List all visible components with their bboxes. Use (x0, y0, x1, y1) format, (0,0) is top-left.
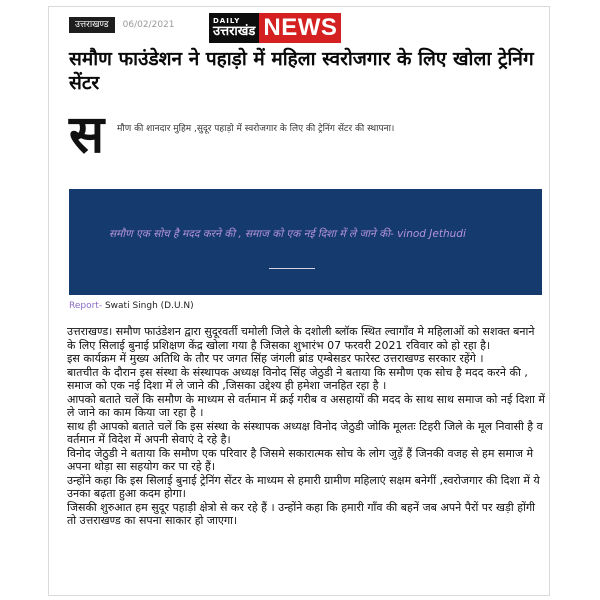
category-badge[interactable]: उत्तराखण्ड (69, 17, 115, 33)
report-label: Report- (69, 301, 103, 311)
body-paragraph: उत्तराखण्ड। समौण फाउंडेशन द्वारा सुदूरवर्ती चमोली जिले के दशोली ब्लॉक स्थित ल्वागाँव मे महिलाओं को सशक्त बनाने के लिए सिलाई बुनाई प्रशिक्षण केंद्र खोला गया है जिसका शुभारंभ 07 फरवरी 2021 रविवार को हो रहा है। (67, 325, 535, 352)
body-paragraph: आपको बताते चलें कि समौण के माध्यम से वर्तमान में क्रई गरीब व असहायों की मदद के साथ साथ समाज को नई दिशा में ले जाने का काम किया जा रहा है । (67, 392, 545, 419)
publish-date: 06/02/2021 (122, 20, 175, 30)
quote-divider (269, 268, 315, 269)
logo-news-text: NEWS (259, 13, 341, 43)
logo-left-block (209, 13, 259, 43)
body-paragraph: जिसकी शुरुआत हम सुदूर पहाड़ी क्षेत्रो से कर रहे हैं । उन्होंने कहा कि हमारी गाँव की बहनें जब अपने पैरों पर खड़ी होंगी तो उत्तराखण्ड का सपना साकार हो जाएगा। (67, 500, 535, 527)
report-author: Swati Singh (D.U.N) (104, 301, 194, 311)
article-page (48, 6, 550, 596)
body-paragraph: साथ ही आपको बताते चलें कि इस संस्था के संस्थापक अध्यक्ष विनोद जेठुडी जोकि मूलतः टिहरी जिले के मूल निवासी है व वर्तमान में विदेश में अपनी सेवाएं दे रहे है। (67, 419, 543, 446)
report-byline (69, 301, 194, 311)
body-paragraph: बातचीत के दौरान इस संस्था के संस्थापक अध्यक्ष विनोद सिंह जेठुडी ने बताया कि समौण एक सोच है मदद करने की , समाज को एक नई दिशा में ले जाने की ,जिसका उद्देश्य ही हमेशा जनहित रहा है । (67, 365, 528, 392)
intro-text: मौण की शानदार मुहिम ,सुदूर पहाड़ो में स्वरोजगार के लिए की ट्रेनिंग सेंटर की स्थापना। (117, 124, 395, 134)
dropcap-letter: स (69, 105, 105, 165)
site-logo[interactable] (209, 13, 341, 43)
article-intro (69, 105, 539, 165)
logo-daily-text: DAILY (213, 17, 241, 25)
quote-text: समौण एक सोच है मदद करने की , समाज को एक नई दिशा में ले जाने की- vinod Jethudi (109, 228, 466, 240)
article-headline: समौण फाउंडेशन ने पहाड़ो में महिला स्वरोजगार के लिए खोला ट्रेनिंग सेंटर (69, 48, 534, 94)
body-paragraph: विनोद जेठुडी ने बताया कि समौण एक परिवार है जिसमे सकारात्मक सोच के लोग जुड़ें हैं जिनकी वजह से हम समाज मे अपना थोड़ा सा सहयोग कर पा रहे हैं। (67, 446, 534, 473)
body-paragraph: उन्होंने कहा कि इस सिलाई बुनाई ट्रेनिंग सेंटर के माध्यम से हमारी ग्रामीण महिलाएं सक्षम बनेगीं ,स्वरोजगार की दिशा में ये उनका बढ़ता हुआ कदम होगा। (67, 473, 540, 500)
article-body (67, 325, 545, 528)
logo-region-text: उत्तराखंड (213, 24, 256, 39)
quote-block (69, 189, 542, 295)
meta-bar (69, 17, 175, 33)
body-paragraph: इस कार्यक्रम में मुख्य अतिथि के तौर पर जगत सिंह जंगली ब्रांड एम्बेसडर फारेस्ट उत्तराखण्ड सरकार रहेंगे । (67, 352, 484, 365)
